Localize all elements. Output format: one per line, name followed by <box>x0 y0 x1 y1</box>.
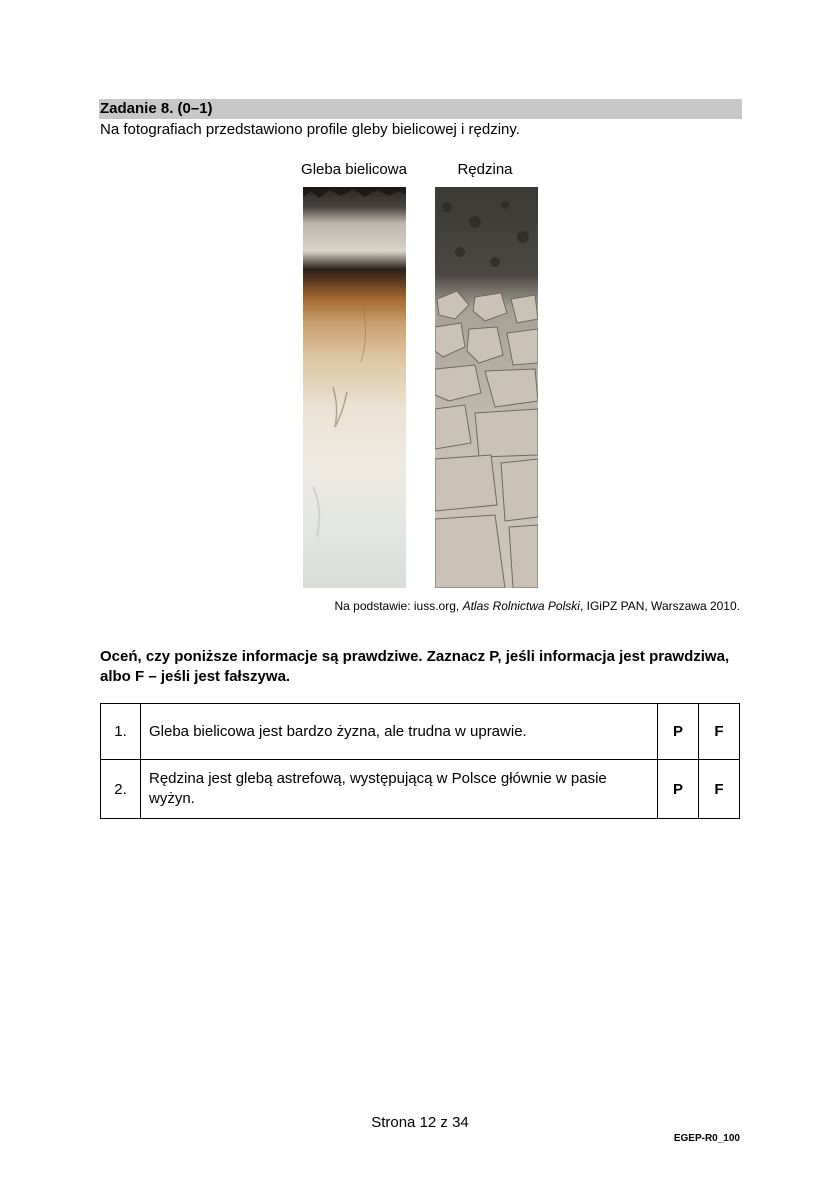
statement-number: 2. <box>101 760 141 819</box>
true-false-table <box>100 703 740 819</box>
rendzina-soil-profile-photo <box>435 187 538 588</box>
exam-code: EGEP-R0_100 <box>673 1133 740 1144</box>
answer-option-f[interactable]: F <box>699 704 740 760</box>
statement-text: Gleba bielicowa jest bardzo żyzna, ale trudna w uprawie. <box>141 704 658 760</box>
statement-text: Rędzina jest glebą astrefową, występującą w Polsce głównie w pasie wyżyn. <box>141 760 658 819</box>
image-source <box>300 599 740 614</box>
source-title: Atlas Rolnictwa Polski <box>462 599 580 613</box>
page-number: Strona 12 z 34 <box>371 1114 469 1131</box>
source-prefix: Na podstawie: iuss.org, <box>334 599 463 613</box>
table-row <box>101 760 740 819</box>
answer-option-p[interactable]: P <box>658 704 699 760</box>
task-intro: Na fotografiach przedstawiono profile gleby bielicowej i rędziny. <box>100 121 520 138</box>
photo-label-redzina: Rędzina <box>457 161 513 178</box>
answer-option-f[interactable]: F <box>699 760 740 819</box>
task-instruction: Oceń, czy poniższe informacje są prawdziwe. Zaznacz P, jeśli informacja jest prawdziwa, albo F – jeśli jest fałszywa. <box>100 648 730 685</box>
statement-number: 1. <box>101 704 141 760</box>
photo-label-bielicowa: Gleba bielicowa <box>301 161 407 178</box>
answer-option-p[interactable]: P <box>658 760 699 819</box>
table-row <box>101 704 740 760</box>
task-title: Zadanie 8. (0–1) <box>100 100 213 117</box>
source-suffix: , IGiPZ PAN, Warszawa 2010. <box>579 599 740 613</box>
podzol-soil-profile-photo <box>303 187 406 588</box>
